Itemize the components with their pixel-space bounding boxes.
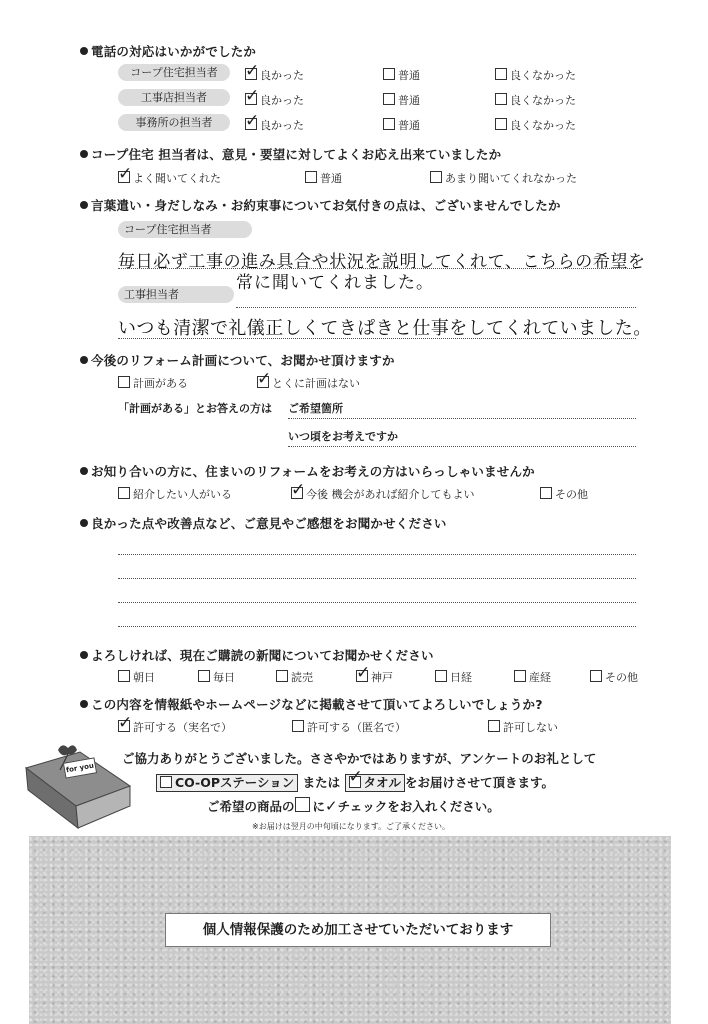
q8-opt-deny[interactable]: 許可しない [488, 719, 558, 735]
q4-sub-location-label: ご希望箇所 [288, 402, 343, 415]
q1-office-normal[interactable]: 普通 [383, 117, 420, 133]
q5-opt-future-introduce[interactable]: ✓ 今後 機会があれば紹介してもよい [291, 486, 475, 502]
q3-contractor-label: 工事担当者 [118, 286, 234, 303]
checkbox-icon[interactable] [383, 93, 395, 105]
q3-title: 言葉遣い・身だしなみ・お約束事についてお気付きの点は、ございませんでしたか [80, 196, 561, 214]
q1-office-bad[interactable]: 良くなかった [495, 117, 576, 133]
q1-coop-normal[interactable]: 普通 [383, 67, 420, 83]
q3-coop-label: コープ住宅担当者 [118, 221, 252, 238]
checkbox-checked-icon[interactable] [118, 720, 130, 732]
checkbox-icon[interactable] [118, 376, 130, 388]
checkbox-checked-icon[interactable] [356, 670, 368, 682]
q1-title: 電話の対応はいかがでしたか [80, 42, 256, 60]
checkbox-checked-icon[interactable] [245, 118, 257, 130]
q3-dotted-line [236, 307, 636, 308]
q5-opt-other[interactable]: その他 [540, 486, 588, 502]
checkbox-icon[interactable] [430, 171, 442, 183]
gift-option-coop-station[interactable]: CO-OPステーション [156, 774, 298, 792]
q1-coop-good[interactable]: ✓良かった [245, 67, 304, 83]
q1-contractor-normal[interactable]: 普通 [383, 92, 420, 108]
checkbox-icon[interactable] [118, 670, 130, 682]
checkbox-icon[interactable] [495, 68, 507, 80]
q3-coop-handwriting-line1: 毎日必ず工事の進み具合や状況を説明してくれて、こちらの希望を [118, 252, 646, 272]
checkbox-icon[interactable] [495, 93, 507, 105]
checkbox-icon[interactable] [514, 670, 526, 682]
gift-tag: for you [63, 757, 97, 778]
q6-comment-line[interactable] [118, 554, 636, 555]
privacy-notice: 個人情報保護のため加工させていただいております [165, 913, 551, 947]
q2-opt-listened[interactable]: ✓よく聞いてくれた [118, 170, 221, 186]
checkbox-icon[interactable] [495, 118, 507, 130]
checkbox-checked-icon[interactable] [257, 376, 269, 388]
checkbox-icon[interactable] [118, 487, 130, 499]
checkbox-icon[interactable] [435, 670, 447, 682]
q7-opt-nikkei[interactable]: 日経 [435, 669, 472, 685]
footer-gift-choice [156, 773, 554, 792]
q4-opt-no-plan[interactable]: ✓ とくに計画はない [257, 375, 360, 391]
checkbox-checked-icon[interactable] [118, 171, 130, 183]
q6-comment-line[interactable] [118, 602, 636, 603]
q7-opt-other[interactable]: その他 [590, 669, 638, 685]
checkbox-checked-icon[interactable] [245, 68, 257, 80]
check-mark-icon: ✓ [325, 797, 338, 815]
q7-opt-sankei[interactable]: 産経 [514, 669, 551, 685]
gift-book-icon [22, 740, 134, 832]
q4-when-input-line[interactable] [288, 446, 636, 447]
q3-contractor-handwriting: いつも清潔で礼儀正しくてきぱきと仕事をしてくれていました。 [118, 318, 652, 339]
q1-contractor-good[interactable]: ✓良かった [245, 92, 304, 108]
checkbox-icon[interactable] [590, 670, 602, 682]
q1-row-office-label: 事務所の担当者 [118, 114, 230, 131]
q4-sub-when-label: いつ頃をお考えですか [288, 430, 398, 443]
q7-opt-asahi[interactable]: 朝日 [118, 669, 155, 685]
q4-location-input-line[interactable] [288, 418, 636, 419]
checkbox-icon[interactable] [488, 720, 500, 732]
q5-opt-want-introduce[interactable]: 紹介したい人がいる [118, 486, 232, 502]
checkbox-checked-icon[interactable] [349, 776, 361, 788]
q1-row-contractor-label: 工事店担当者 [118, 89, 230, 106]
q1-coop-bad[interactable]: 良くなかった [495, 67, 576, 83]
q3-coop-handwriting-line2: 常に聞いてくれました。 [236, 273, 434, 293]
q4-sub-intro: 「計画がある」とお答えの方は [118, 402, 272, 415]
checkbox-icon [295, 797, 310, 812]
checkbox-icon[interactable] [292, 720, 304, 732]
checkbox-checked-icon[interactable] [291, 487, 303, 499]
checkbox-icon[interactable] [383, 68, 395, 80]
q8-opt-anonymous[interactable]: 許可する（匿名で） [292, 719, 406, 735]
q2-opt-normal[interactable]: 普通 [305, 170, 342, 186]
q5-title: お知り合いの方に、住まいのリフォームをお考えの方はいらっしゃいませんか [80, 462, 535, 480]
footer-thanks: ご協力ありがとうございました。ささやかではありますが、アンケートのお礼として [122, 751, 597, 766]
footer-note: ※お届けは翌月の中旬頃になります。ご了承ください。 [252, 822, 451, 831]
q6-comment-line[interactable] [118, 626, 636, 627]
q8-title: この内容を情報紙やホームページなどに掲載させて頂いてよろしいでしょうか? [80, 695, 543, 713]
q7-opt-kobe[interactable]: ✓ 神戸 [356, 669, 393, 685]
q1-row-coop-label: コープ住宅担当者 [118, 64, 230, 81]
q1-contractor-bad[interactable]: 良くなかった [495, 92, 576, 108]
checkbox-icon[interactable] [276, 670, 288, 682]
checkbox-icon[interactable] [305, 171, 317, 183]
checkbox-icon[interactable] [198, 670, 210, 682]
gift-option-towel[interactable]: ✓ タオル [345, 774, 406, 792]
q6-title: 良かった点や改善点など、ご意見やご感想をお聞かせください [80, 514, 447, 532]
q1-office-good[interactable]: ✓良かった [245, 117, 304, 133]
q2-title: コープ住宅 担当者は、意見・要望に対してよくお応え出来ていましたか [80, 145, 501, 163]
checkbox-icon[interactable] [540, 487, 552, 499]
q2-opt-not-listened[interactable]: あまり聞いてくれなかった [430, 170, 577, 186]
q7-opt-mainichi[interactable]: 毎日 [198, 669, 235, 685]
checkbox-icon[interactable] [383, 118, 395, 130]
q7-opt-yomiuri[interactable]: 読売 [276, 669, 313, 685]
q6-comment-line[interactable] [118, 578, 636, 579]
q4-opt-has-plan[interactable]: 計画がある [118, 375, 188, 391]
q3-dotted-line [118, 338, 636, 339]
q8-opt-real-name[interactable]: ✓許可する（実名で） [118, 719, 232, 735]
q4-title: 今後のリフォーム計画について、お聞かせ頂けますか [80, 351, 395, 369]
footer-instruction: ご希望の商品の に✓チェックをお入れください。 [207, 797, 500, 815]
footer-or: または [302, 775, 341, 790]
checkbox-icon[interactable] [160, 776, 172, 788]
footer-delivery-text: をお届けさせて頂きます。 [405, 775, 555, 790]
checkbox-checked-icon[interactable] [245, 93, 257, 105]
q7-title: よろしければ、現在ご購読の新聞についてお聞かせください [80, 646, 434, 664]
